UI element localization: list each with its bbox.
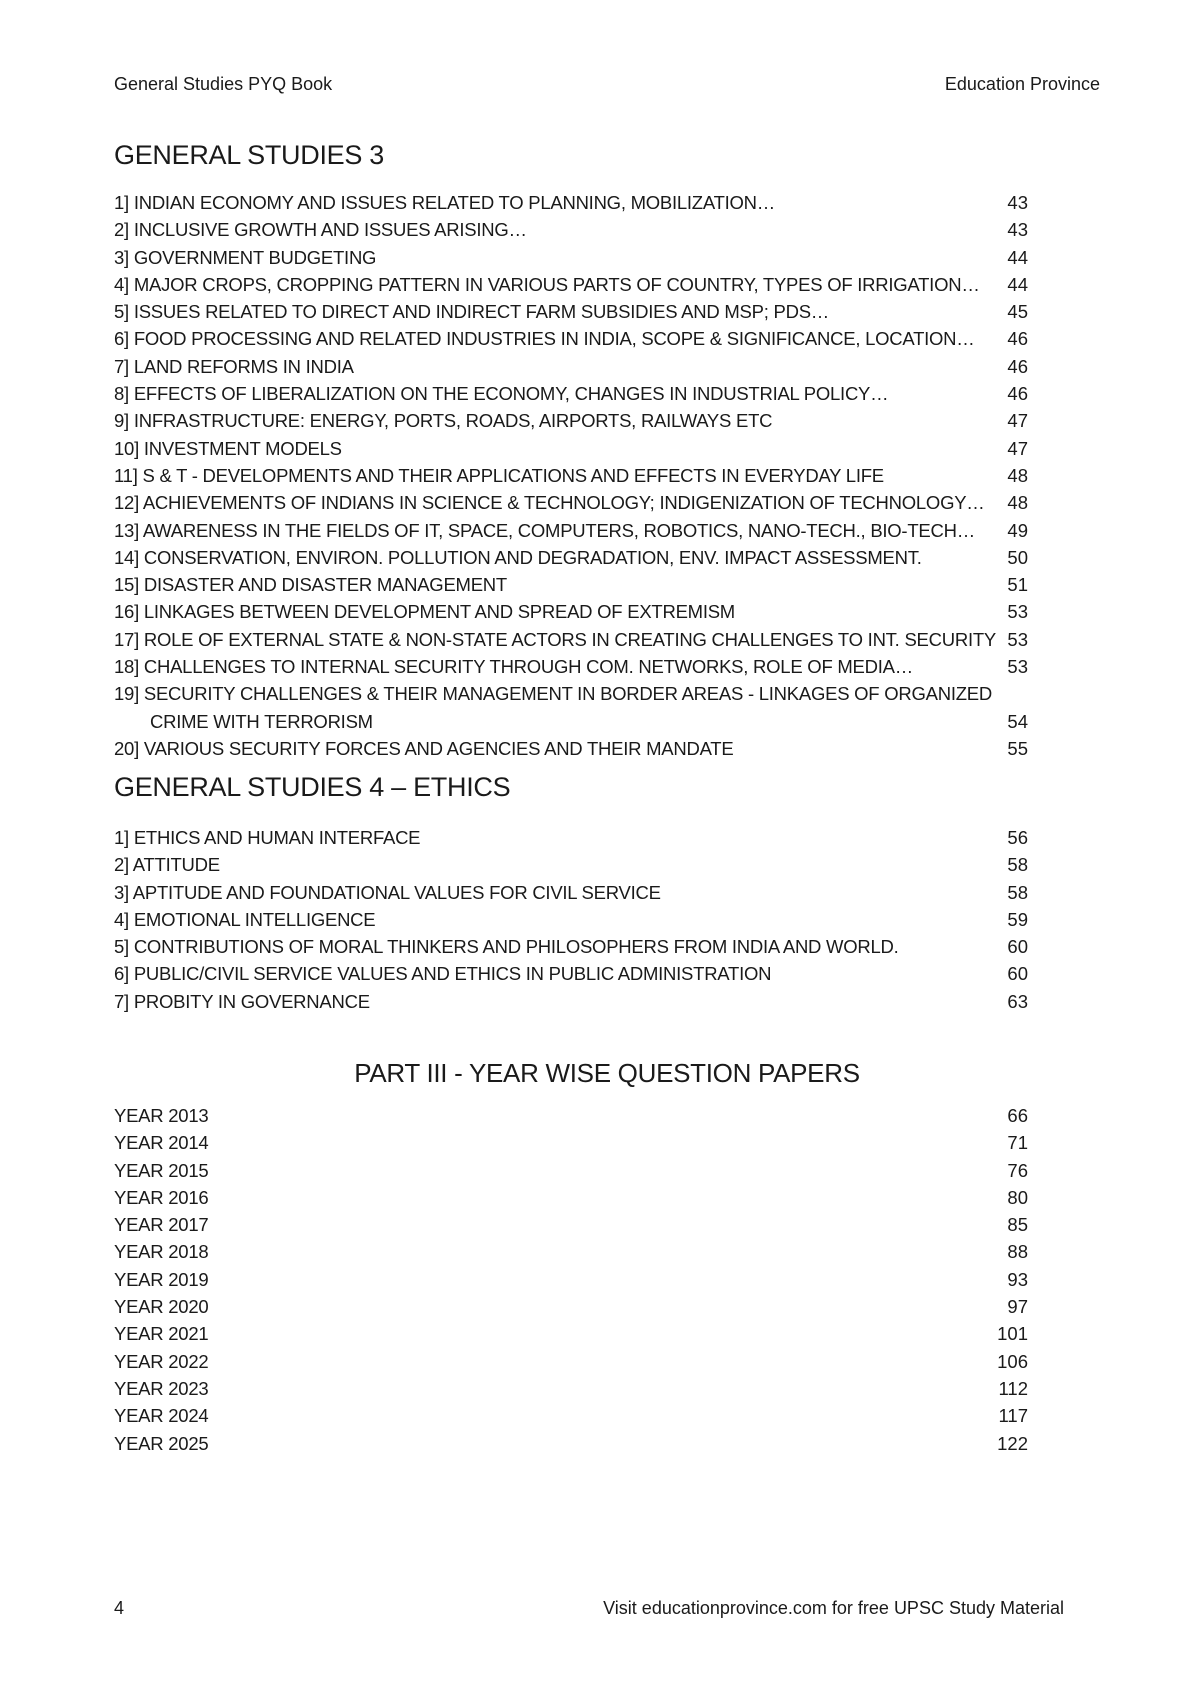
toc-entry-title: 9] INFRASTRUCTURE: ENERGY, PORTS, ROADS, AIRPORTS, RAILWAYS ETC bbox=[114, 410, 773, 432]
toc-entry-label bbox=[114, 906, 998, 933]
toc-entry-page-number: 76 bbox=[1007, 1159, 1028, 1181]
toc-entry-title: YEAR 2014 bbox=[114, 1132, 209, 1154]
toc-entry-page-number: 85 bbox=[1007, 1214, 1028, 1236]
footer-page-number: 4 bbox=[114, 1598, 125, 1618]
toc-entry-label bbox=[114, 244, 998, 271]
toc-entry[interactable] bbox=[114, 298, 1028, 325]
toc-entry-label bbox=[114, 380, 998, 407]
toc-entry-label bbox=[114, 462, 998, 489]
toc-entry-page-number: 60 bbox=[1007, 963, 1028, 985]
toc-entry[interactable] bbox=[114, 933, 1028, 960]
toc-entry-title: 10] INVESTMENT MODELS bbox=[114, 437, 342, 459]
toc-entry-title: 3] GOVERNMENT BUDGETING bbox=[114, 246, 377, 268]
toc-entry[interactable] bbox=[114, 598, 1028, 625]
toc-entry[interactable] bbox=[114, 1430, 1028, 1457]
toc-entry-page-number: 47 bbox=[1007, 410, 1028, 432]
toc-entry-label bbox=[114, 1157, 998, 1184]
toc-entry-title: 7] LAND REFORMS IN INDIA bbox=[114, 355, 354, 377]
toc-entry[interactable] bbox=[114, 435, 1028, 462]
toc-entry-label bbox=[114, 851, 998, 878]
toc-entry-title: YEAR 2016 bbox=[114, 1186, 209, 1208]
toc-entry[interactable] bbox=[114, 626, 1028, 653]
toc-entry-label bbox=[114, 298, 998, 325]
toc-entry-page-number: 93 bbox=[1007, 1268, 1028, 1290]
toc-entry-label bbox=[114, 960, 998, 987]
toc-entry-label bbox=[114, 489, 998, 516]
toc-entry-label bbox=[114, 189, 998, 216]
toc-entry-title: 14] CONSERVATION, ENVIRON. POLLUTION AND DEGRADATION, ENV. IMPACT ASSESSMENT. bbox=[114, 546, 922, 568]
toc-entry[interactable] bbox=[114, 1266, 1028, 1293]
toc-entry-title: YEAR 2022 bbox=[114, 1350, 209, 1372]
toc-entry-page-number: 58 bbox=[1007, 854, 1028, 876]
toc-entry[interactable] bbox=[114, 489, 1028, 516]
toc-entry-label bbox=[114, 435, 998, 462]
toc-entry-title: 7] PROBITY IN GOVERNANCE bbox=[114, 990, 370, 1012]
toc-entry[interactable] bbox=[114, 960, 1028, 987]
header-book-title: General Studies PYQ Book bbox=[114, 74, 333, 94]
toc-entry[interactable] bbox=[114, 1102, 1028, 1129]
toc-entry-title: 2] INCLUSIVE GROWTH AND ISSUES ARISING… bbox=[114, 219, 527, 241]
toc-entry-page-number: 48 bbox=[1007, 492, 1028, 514]
toc-entry-label bbox=[114, 216, 998, 243]
toc-entry[interactable] bbox=[114, 1157, 1028, 1184]
toc-entry[interactable] bbox=[114, 544, 1028, 571]
toc-entry-page-number: 60 bbox=[1007, 936, 1028, 958]
toc-entry-page-number: 47 bbox=[1007, 437, 1028, 459]
toc-entry[interactable] bbox=[114, 462, 1028, 489]
toc-entry-label bbox=[114, 598, 998, 625]
toc-entry[interactable] bbox=[114, 735, 1028, 762]
toc-entry-label bbox=[114, 1402, 998, 1429]
toc-entry-label bbox=[114, 1102, 998, 1129]
toc-entry[interactable] bbox=[114, 1348, 1028, 1375]
toc-entry-page-number: 101 bbox=[997, 1323, 1028, 1345]
toc-entry[interactable] bbox=[114, 824, 1028, 851]
toc-entry-title: YEAR 2013 bbox=[114, 1105, 209, 1126]
toc-entry-page-number: 44 bbox=[1007, 246, 1028, 268]
gs4-title: GENERAL STUDIES 4 – ETHICS bbox=[114, 772, 511, 802]
toc-entry-title: YEAR 2017 bbox=[114, 1214, 209, 1236]
toc-entry-label bbox=[114, 517, 998, 544]
toc-entry[interactable] bbox=[114, 1402, 1028, 1429]
toc-entry[interactable] bbox=[114, 1211, 1028, 1238]
toc-entry-label bbox=[114, 1238, 998, 1265]
toc-entry-label bbox=[114, 824, 998, 851]
toc-entry[interactable] bbox=[114, 216, 1028, 243]
toc-entry-title: 3] APTITUDE AND FOUNDATIONAL VALUES FOR CIVIL SERVICE bbox=[114, 881, 661, 903]
toc-entry-page-number: 43 bbox=[1007, 219, 1028, 241]
toc-entry-page-number: 46 bbox=[1007, 355, 1028, 377]
toc-entry-label bbox=[114, 1293, 998, 1320]
page-header bbox=[114, 74, 1100, 95]
toc-entry-title: 17] ROLE OF EXTERNAL STATE & NON-STATE ACTORS IN CREATING CHALLENGES TO INT. SECURITY bbox=[114, 628, 996, 650]
toc-entry-label bbox=[114, 933, 998, 960]
toc-entry-title: 6] PUBLIC/CIVIL SERVICE VALUES AND ETHICS IN PUBLIC ADMINISTRATION bbox=[114, 963, 772, 985]
toc-entry-label bbox=[114, 1430, 997, 1457]
toc-entry-page-number: 44 bbox=[1007, 273, 1028, 295]
toc-entry-title: YEAR 2021 bbox=[114, 1323, 209, 1345]
toc-entry-page-number: 55 bbox=[1007, 737, 1028, 759]
toc-entry-title: 1] INDIAN ECONOMY AND ISSUES RELATED TO PLANNING, MOBILIZATION… bbox=[114, 192, 776, 213]
toc-entry-page-number: 48 bbox=[1007, 464, 1028, 486]
toc-entry-page-number: 63 bbox=[1007, 990, 1028, 1012]
gs3-toc-list bbox=[114, 189, 1028, 762]
toc-entry[interactable] bbox=[114, 244, 1028, 271]
toc-entry[interactable] bbox=[114, 325, 1028, 352]
toc-entry-title: YEAR 2023 bbox=[114, 1377, 209, 1399]
toc-entry-title: 8] EFFECTS OF LIBERALIZATION ON THE ECONOMY, CHANGES IN INDUSTRIAL POLICY… bbox=[114, 383, 889, 405]
toc-entry-page-number: 88 bbox=[1007, 1241, 1028, 1263]
toc-entry-label bbox=[114, 271, 998, 298]
toc-entry-label bbox=[114, 353, 998, 380]
toc-entry-label bbox=[114, 1266, 998, 1293]
toc-entry-page-number: 117 bbox=[998, 1405, 1028, 1427]
toc-entry[interactable] bbox=[114, 988, 1028, 1015]
toc-entry-page-number: 49 bbox=[1007, 519, 1028, 541]
toc-entry-title: YEAR 2015 bbox=[114, 1159, 209, 1181]
toc-entry[interactable] bbox=[114, 680, 1028, 735]
toc-entry-label bbox=[114, 407, 998, 434]
toc-entry[interactable] bbox=[114, 1375, 1028, 1402]
toc-entry-label bbox=[114, 1348, 997, 1375]
toc-entry-title: 2] ATTITUDE bbox=[114, 854, 220, 876]
toc-entry-label bbox=[114, 626, 998, 653]
toc-entry-title: 20] VARIOUS SECURITY FORCES AND AGENCIES AND THEIR MANDATE bbox=[114, 737, 734, 759]
toc-entry-title: 13] AWARENESS IN THE FIELDS OF IT, SPACE, COMPUTERS, ROBOTICS, NANO-TECH., BIO-TECH… bbox=[114, 519, 975, 541]
toc-entry-title: YEAR 2024 bbox=[114, 1405, 209, 1427]
toc-entry[interactable] bbox=[114, 1293, 1028, 1320]
header-publisher: Education Province bbox=[944, 74, 1100, 94]
toc-entry-label bbox=[114, 1375, 998, 1402]
toc-entry-title: 1] ETHICS AND HUMAN INTERFACE bbox=[114, 827, 421, 848]
toc-entry[interactable] bbox=[114, 380, 1028, 407]
toc-entry-page-number: 50 bbox=[1007, 546, 1028, 568]
toc-entry[interactable] bbox=[114, 1129, 1028, 1156]
part3-title: PART III - YEAR WISE QUESTION PAPERS bbox=[354, 1058, 860, 1088]
footer-promo-text: Visit educationprovince.com for free UPSC Study Material bbox=[603, 1598, 1064, 1618]
toc-entry-page-number: 51 bbox=[1007, 574, 1028, 596]
toc-entry[interactable] bbox=[114, 517, 1028, 544]
toc-entry-page-number: 59 bbox=[1007, 908, 1028, 930]
toc-entry-label bbox=[114, 325, 998, 352]
toc-entry-label bbox=[114, 1320, 997, 1347]
toc-entry-title: 16] LINKAGES BETWEEN DEVELOPMENT AND SPREAD OF EXTREMISM bbox=[114, 601, 735, 623]
toc-entry[interactable] bbox=[114, 653, 1028, 680]
toc-entry[interactable] bbox=[114, 353, 1028, 380]
toc-entry-title: YEAR 2025 bbox=[114, 1432, 209, 1454]
toc-entry-title: 11] S & T - DEVELOPMENTS AND THEIR APPLICATIONS AND EFFECTS IN EVERYDAY LIFE bbox=[114, 464, 884, 486]
toc-entry-title: YEAR 2019 bbox=[114, 1268, 209, 1290]
toc-entry[interactable] bbox=[114, 571, 1028, 598]
toc-entry-page-number: 112 bbox=[998, 1377, 1028, 1399]
toc-entry-title: 19] SECURITY CHALLENGES & THEIR MANAGEMENT IN BORDER AREAS - LINKAGES OF ORGANIZED bbox=[114, 683, 992, 705]
toc-entry-label bbox=[114, 1129, 998, 1156]
page-footer bbox=[114, 1598, 1064, 1619]
toc-entry-page-number: 66 bbox=[1007, 1105, 1028, 1126]
toc-entry-page-number: 43 bbox=[1007, 192, 1028, 213]
toc-entry-label bbox=[114, 735, 998, 762]
toc-entry[interactable] bbox=[114, 189, 1028, 216]
toc-entry-title: 5] CONTRIBUTIONS OF MORAL THINKERS AND PHILOSOPHERS FROM INDIA AND WORLD. bbox=[114, 936, 899, 958]
gs4-toc-list bbox=[114, 824, 1028, 1015]
toc-entry[interactable] bbox=[114, 851, 1028, 878]
toc-entry[interactable] bbox=[114, 271, 1028, 298]
toc-entry[interactable] bbox=[114, 1184, 1028, 1211]
toc-entry-label bbox=[114, 571, 998, 598]
toc-entry-title: YEAR 2020 bbox=[114, 1296, 209, 1318]
toc-entry-title: YEAR 2018 bbox=[114, 1241, 209, 1263]
toc-entry[interactable] bbox=[114, 1238, 1028, 1265]
toc-entry-page-number: 54 bbox=[1007, 710, 1028, 732]
toc-entry-title: 15] DISASTER AND DISASTER MANAGEMENT bbox=[114, 574, 507, 596]
toc-entry-title: 6] FOOD PROCESSING AND RELATED INDUSTRIES IN INDIA, SCOPE & SIGNIFICANCE, LOCATION… bbox=[114, 328, 975, 350]
toc-entry-label bbox=[114, 879, 998, 906]
toc-entry-title: 18] CHALLENGES TO INTERNAL SECURITY THROUGH COM. NETWORKS, ROLE OF MEDIA… bbox=[114, 656, 913, 678]
toc-entry-title: 4] MAJOR CROPS, CROPPING PATTERN IN VARIOUS PARTS OF COUNTRY, TYPES OF IRRIGATION… bbox=[114, 273, 980, 295]
part3-toc-list bbox=[114, 1102, 1028, 1457]
toc-entry-page-number: 46 bbox=[1007, 383, 1028, 405]
toc-entry-page-number: 80 bbox=[1007, 1186, 1028, 1208]
toc-entry-label bbox=[114, 988, 998, 1015]
toc-entry[interactable] bbox=[114, 906, 1028, 933]
toc-entry-title: 12] ACHIEVEMENTS OF INDIANS IN SCIENCE & TECHNOLOGY; INDIGENIZATION OF TECHNOLOGY… bbox=[114, 492, 985, 514]
toc-entry[interactable] bbox=[114, 1320, 1028, 1347]
toc-entry-label bbox=[114, 653, 998, 680]
toc-entry-label bbox=[114, 680, 998, 735]
toc-entry-page-number: 46 bbox=[1007, 328, 1028, 350]
toc-entry[interactable] bbox=[114, 879, 1028, 906]
toc-entry-page-number: 71 bbox=[1007, 1132, 1028, 1154]
gs3-title: GENERAL STUDIES 3 bbox=[114, 140, 384, 170]
toc-entry-page-number: 45 bbox=[1007, 301, 1028, 323]
toc-entry-page-number: 53 bbox=[1007, 601, 1028, 623]
toc-entry-label bbox=[114, 1211, 998, 1238]
toc-entry-page-number: 53 bbox=[1007, 628, 1028, 650]
toc-entry-title: 4] EMOTIONAL INTELLIGENCE bbox=[114, 908, 376, 930]
toc-entry-label bbox=[114, 1184, 998, 1211]
toc-entry-page-number: 97 bbox=[1007, 1296, 1028, 1318]
toc-entry-page-number: 53 bbox=[1007, 656, 1028, 678]
toc-entry-page-number: 56 bbox=[1007, 827, 1028, 848]
toc-entry[interactable] bbox=[114, 407, 1028, 434]
toc-entry-label bbox=[114, 544, 998, 571]
toc-entry-title-continued: CRIME WITH TERRORISM bbox=[150, 710, 373, 732]
toc-entry-page-number: 106 bbox=[997, 1350, 1028, 1372]
toc-entry-page-number: 122 bbox=[997, 1432, 1028, 1454]
toc-entry-title: 5] ISSUES RELATED TO DIRECT AND INDIRECT FARM SUBSIDIES AND MSP; PDS… bbox=[114, 301, 830, 323]
toc-entry-page-number: 58 bbox=[1007, 881, 1028, 903]
